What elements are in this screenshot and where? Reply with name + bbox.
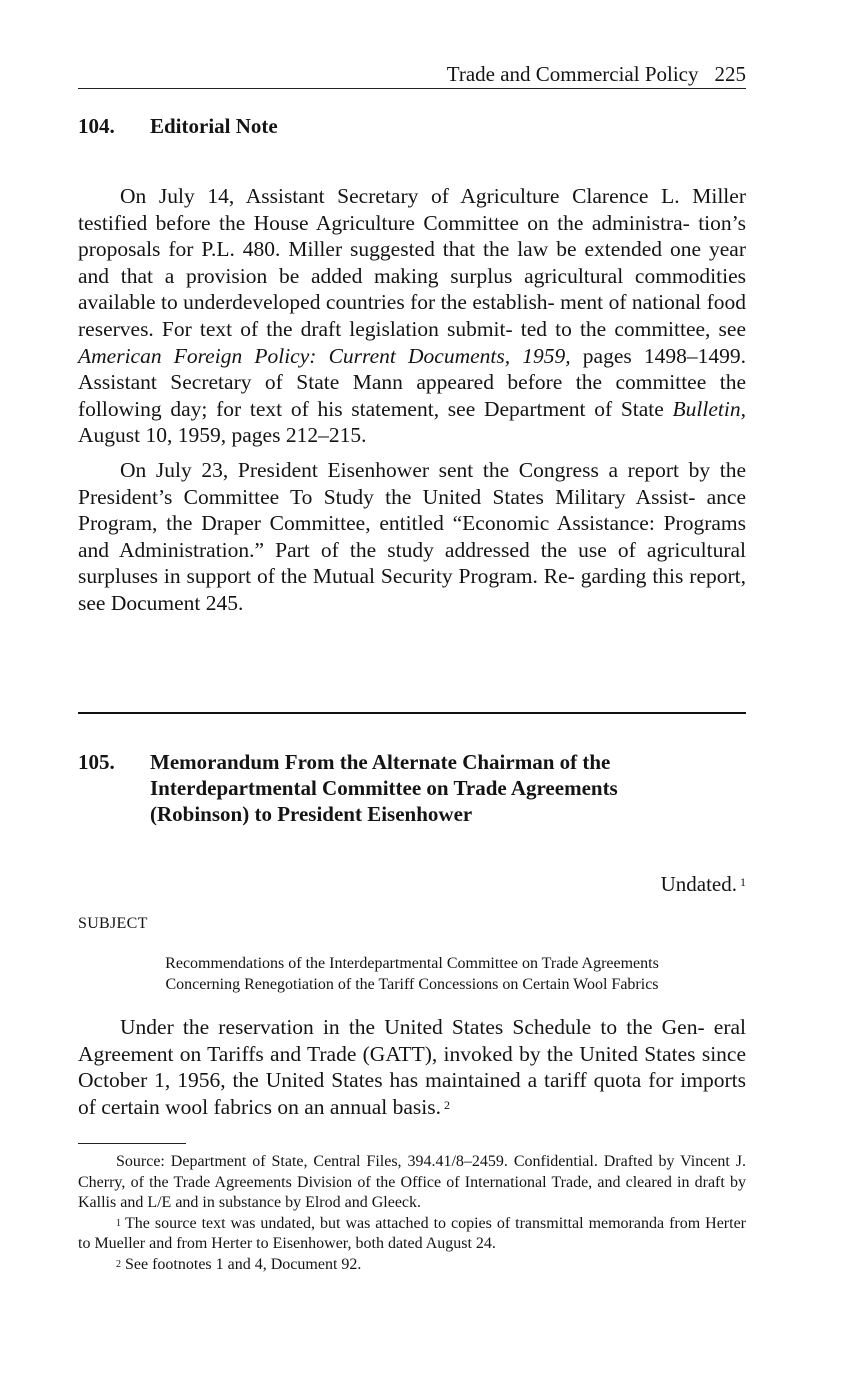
running-head — [78, 60, 746, 89]
doc-104-heading — [78, 113, 746, 139]
doc-104-title: Editorial Note — [150, 114, 278, 138]
publication-title: Bulletin, — [672, 396, 746, 421]
footnote-rule — [78, 1143, 186, 1144]
footnote-ref-2[interactable]: 2 — [444, 1097, 450, 1112]
section-divider — [78, 712, 746, 714]
doc-104-number: 104. — [78, 114, 115, 138]
subject-label: SUBJECT — [78, 915, 148, 932]
doc-104-paragraph-2: On July 23, President Eisenhower sent the Congress a report by the President’s Committee To Study the United States Military Assist- ance Program, the Draper Committee, entitled “Economic Assistance: Programs and Administration.” Part of the study addressed the use of agricultural surpluses in support of the Mutual Security Program. Re- garding this report, see Document 245. — [78, 457, 746, 615]
doc-105-title-line-1: Memorandum From the Alternate Chairman of the — [150, 750, 611, 774]
page-number: 225 — [714, 62, 746, 86]
doc-105-title-line-3: (Robinson) to President Eisenhower — [150, 802, 473, 826]
footnote-1: $^1$ The source text was undated, but was attached to copies of transmittal memoranda from Herter to Mueller and from Herter to Eisenhower, both dated August 24. — [78, 1214, 746, 1252]
footnote-2: $^2$ See footnotes 1 and 4, Document 92. — [116, 1255, 362, 1273]
doc-104-body — [78, 183, 746, 625]
doc-104-paragraph-1: On July 14, Assistant Secretary of Agriculture Clarence L. Miller testified before the House Agriculture Committee on the administra- tion’s proposals for P.L. 480. Miller suggested that the law be extended one year and that a provision be added making surplus agricultural commodities available to underdeveloped countries for the establish- ment of national food reserves. For text of the draft legislation submit- ted to the committee, see American Foreign Policy: Current Documents, 1959, pages 1498–1499. Assistant Secretary of State Mann appeared before the committee the following day; for text of his statement, see Department of State Bulletin, August 10, 1959, pages 212–215. — [78, 184, 747, 448]
doc-105-body — [78, 1014, 746, 1128]
footnotes — [78, 1152, 746, 1275]
footnote-ref-1[interactable]: 1 — [740, 875, 746, 889]
doc-105-title-line-2: Interdepartmental Committee on Trade Agreements — [150, 776, 618, 800]
subject-text: Recommendations of the Interdepartmental Committee on Trade Agreements Concerning Renegotiation of the Tariff Concessions on Certain Wool Fabrics — [165, 955, 659, 993]
doc-105-heading — [78, 749, 746, 827]
dateline: Undated. $^1$ — [660, 872, 746, 896]
doc-105-number: 105. — [78, 750, 115, 774]
publication-title: American Foreign Policy: Current Documents, 1959, — [78, 343, 571, 368]
running-head-title: Trade and Commercial Policy — [446, 62, 699, 86]
source-note: Source: Department of State, Central Files, 394.41/8–2459. Confidential. Drafted by Vincent J. Cherry, of the Trade Agreements Division of the Office of International Trade, and cleared in draft by Kallis and L/E and in substance by Elrod and Gleeck. — [78, 1153, 746, 1211]
doc-105-paragraph-1: Under the reservation in the United States Schedule to the Gen- eral Agreement on Tariffs and Trade (GATT), invoked by the United States since October 1, 1956, the United States has maintained a tariff quota for imports of certain wool fabrics on an annual basis. $^2$ — [78, 1015, 746, 1119]
